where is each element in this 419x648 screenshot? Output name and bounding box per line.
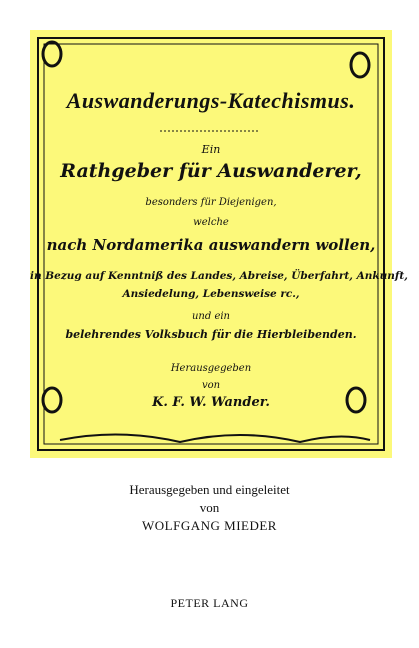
editor-credit-von: von	[199, 500, 220, 515]
cover-line-volksbuch: belehrendes Volksbuch für die Hierbleibenden.	[65, 328, 357, 341]
cover-title: Auswanderungs-Katechismus.	[66, 88, 356, 113]
cover-line-ein: Ein	[201, 143, 221, 156]
cover-line-herausgegeben: Herausgegeben	[170, 363, 252, 374]
corner-ornament-top-right	[351, 53, 369, 77]
book-cover-plate	[30, 30, 408, 458]
editor-name: WOLFGANG MIEDER	[142, 518, 277, 533]
decorative-rule	[160, 127, 260, 135]
cover-line-nordamerika: nach Nordamerika auswandern wollen,	[46, 236, 376, 254]
editor-credit-line: Herausgegeben und eingeleitet	[129, 482, 290, 497]
cover-line-und-ein: und ein	[191, 311, 231, 322]
cover-author: K. F. W. Wander.	[152, 395, 270, 410]
publisher-name: PETER LANG	[170, 596, 249, 610]
cover-line-bezug: in Bezug auf Kenntniß des Landes, Abreise, Überfahrt, Ankunft,	[30, 270, 408, 282]
cover-line-ansiedelung: Ansiedelung, Lebensweise rc.,	[122, 288, 300, 300]
cover-line-besonders: besonders für Diejenigen,	[145, 197, 277, 208]
cover-line-welche: welche	[193, 217, 229, 228]
cover-subtitle: Rathgeber für Auswanderer,	[60, 160, 362, 182]
cover-line-von: von	[201, 380, 221, 391]
corner-ornament-top-left	[43, 42, 61, 66]
